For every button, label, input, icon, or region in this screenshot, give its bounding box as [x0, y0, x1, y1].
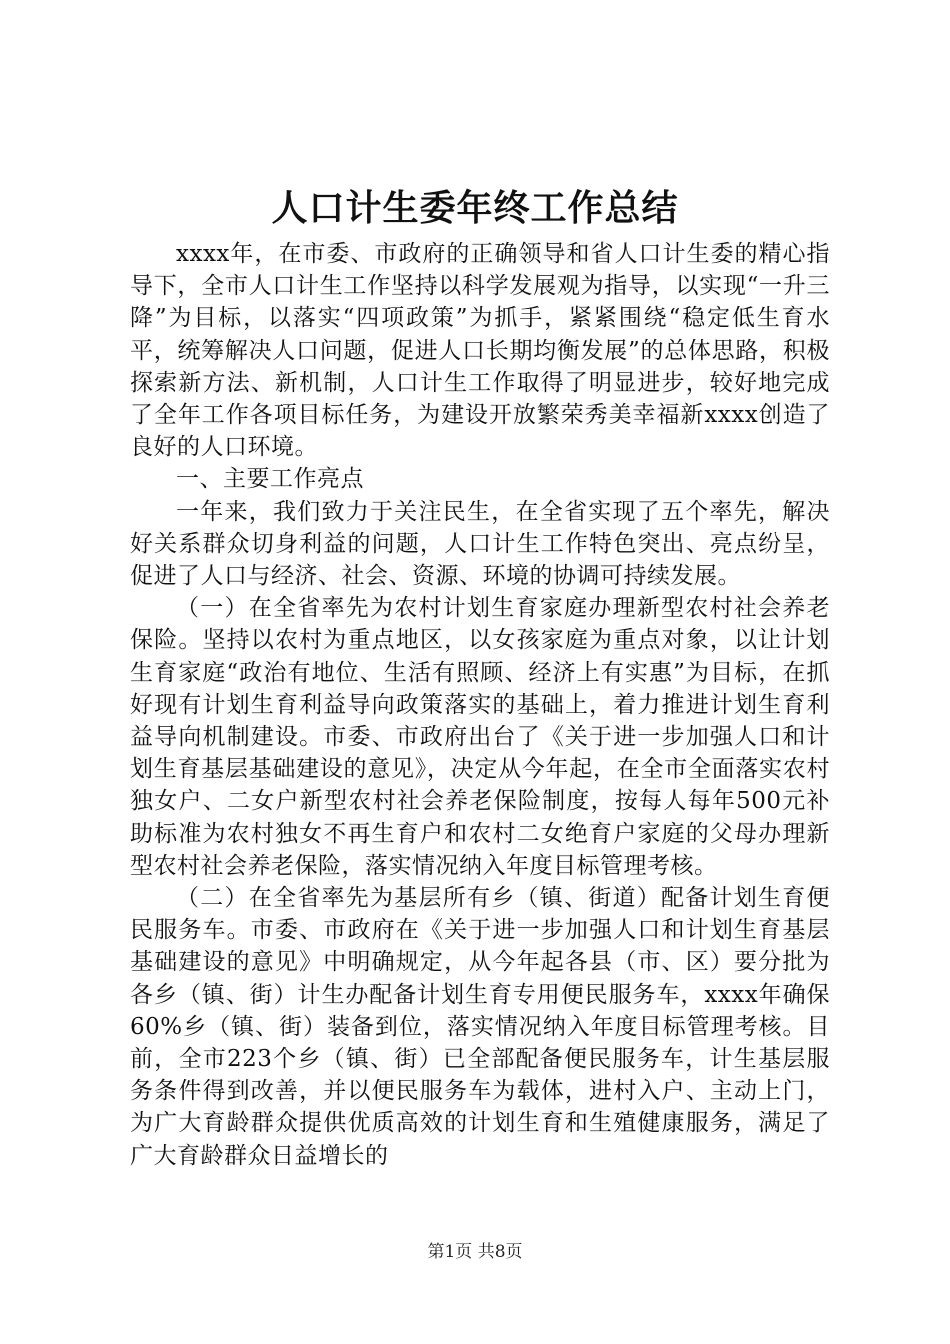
- paragraph-intro: xxxx年，在市委、市政府的正确领导和省人口计生委的精心指导下，全市人口计生工作坚持以科学发展观为指导，以实现“一升三降”为目标，以落实“四项政策”为抓手，紧紧围绕“稳定低生育水平，统筹解决人口问题，促进人口长期均衡发展”的总体思路，积极探索新方法、新机制，人口计生工作取得了明显进步，较好地完成了全年工作各项目标任务，为建设开放繁荣秀美幸福新xxxx创造了良好的人口环境。: [130, 241, 830, 461]
- document-title: 人口计生委年终工作总结: [271, 187, 679, 229]
- section-heading: 一、主要工作亮点: [176, 466, 364, 493]
- page-footer: 第1页 共8页: [427, 1242, 523, 1262]
- document-body: [130, 238, 830, 1172]
- paragraph-overview: 一年来，我们致力于关注民生，在全省实现了五个率先，解决好关系群众切身利益的问题，人口计生工作特色突出、亮点纷呈，促进了人口与经济、社会、资源、环境的协调可持续发展。: [130, 498, 830, 590]
- paragraph-item-1: （一）在全省率先为农村计划生育家庭办理新型农村社会养老保险。坚持以农村为重点地区，以女孩家庭为重点对象，以让计划生育家庭“政治有地位、生活有照顾、经济上有实惠”为目标，在抓好现有计划生育利益导向政策落实的基础上，着力推进计划生育利益导向机制建设。市委、市政府出台了《关于进一步加强人口和计划生育基层基础建设的意见》，决定从今年起，在全市全面落实农村独女户、二女户新型农村社会养老保险制度，按每人每年500元补助标准为农村独女不再生育户和农村二女绝育户家庭的父母办理新型农村社会养老保险，落实情况纳入年度目标管理考核。: [130, 595, 830, 879]
- paragraph-item-2: （二）在全省率先为基层所有乡（镇、街道）配备计划生育便民服务车。市委、市政府在《关于进一步加强人口和计划生育基层基础建设的意见》中明确规定，从今年起各县（市、区）要分批为各乡（镇、街）计生办配备计划生育专用便民服务车，xxxx年确保60%乡（镇、街）装备到位，落实情况纳入年度目标管理考核。目前，全市223个乡（镇、街）已全部配备便民服务车，计生基层服务条件得到改善，并以便民服务车为载体，进村入户、主动上门，为广大育龄群众提供优质高效的计划生育和生殖健康服务，满足了广大育龄群众日益增长的: [130, 885, 830, 1169]
